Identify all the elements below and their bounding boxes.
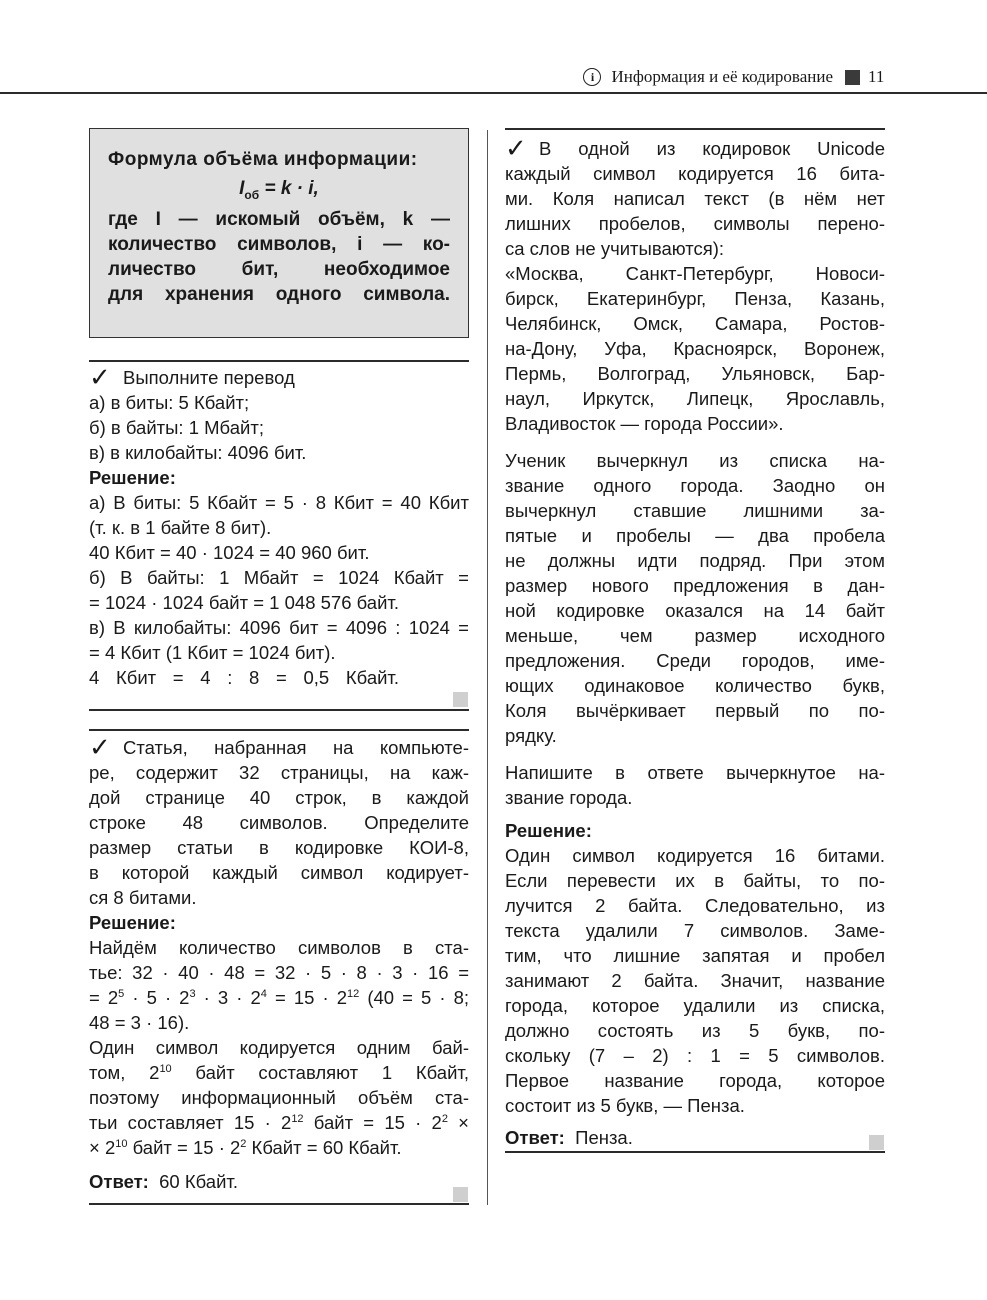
answer-line [505,1125,885,1150]
solution-line: 4 Кбит = 4 : 8 = 0,5 Кбайт. [89,667,399,688]
column-divider [487,130,488,1205]
solution-line: (т. к. в 1 байте 8 бит). [89,517,272,538]
task-1-prompt: ✓ Выполните перевод [89,362,295,392]
task-3-line: лишних пробелов, символы перено- [505,213,885,234]
solution-line: Найдём количество символов в ста- [89,937,469,958]
task-1-item: б) в байты: 1 Мбайт; [89,417,264,438]
task-1 [89,360,469,690]
task-3-bottom-rule [505,1151,885,1153]
checkmark-icon: ✓ [89,362,111,392]
task-2-line: ся 8 битами. [89,887,197,908]
task-2-line: размер статьи в кодировке КОИ-8, [89,837,469,858]
answer-label: Ответ: [505,1127,565,1148]
task-1-item: а) в биты: 5 Кбайт; [89,392,250,413]
answer-label: Ответ: [89,1171,149,1192]
solution-line: = $2^5 \cdot 5 \cdot 2^3 \cdot 3 \cdot 2^4 = 15 \cdot 2^{12}$ (40 = 5 · 8; [89,987,470,1008]
task-2-line: ре, содержит 32 страницы, на каж- [89,762,469,783]
solution-line: скольку (7 – 2) : 1 = 5 символов. [505,1045,885,1066]
task-3-line: наул, Иркутск, Липецк, Ярославль, [505,388,885,409]
formula-line: где I — искомый объём, k — [108,209,450,230]
task-2-line: в которой каждый символ кодирует- [89,862,469,883]
solution-line: 48 = 3 · 16). [89,1012,190,1033]
solution-line: Один символ кодируется одним бай- [89,1037,469,1058]
solution-line: Один символ кодируется 16 битами. [505,845,885,866]
task-3-paragraph-2: Ученик вычеркнул из списка на- звание одного города. Заодно он вычеркнул ставшие лишними за- пятые и пробелы — два пробела не должны идти подряд. При этом размер нового предложения в дан- ной кодировке оказался на 14 байт меньше, чем размер исходного предложения. Среди городов, име- ющих одинаковое количество букв, Коля вычёркивает первый по по- рядку. [505,450,885,746]
solution-line: б) В байты: 1 Мбайт = 1024 Кбайт = [89,567,469,588]
task-3 [505,128,885,1150]
formula-title: Формула объёма информации: [108,149,418,170]
solution-line: текста удалили 7 символов. Заме- [505,920,885,941]
solution-line: = 1024 · 1024 байт = 1 048 576 байт. [89,592,399,613]
header-title: Информация и её кодирование [611,67,833,86]
info-circle-icon: i [583,68,601,86]
solution-line: поэтому информационный объём ста- [89,1087,469,1108]
task-2-line: дой странице 40 строк, в каждой [89,787,469,808]
formula-line: личество бит, необходимое [108,259,450,280]
solution-line: лучится 2 байта. Следовательно, из [505,895,885,916]
solution-line: а) В биты: 5 Кбайт = 5 · 8 Кбит = 40 Кбит [89,492,469,513]
solution-line: Первое название города, которое [505,1070,885,1091]
task-2-line: строке 48 символов. Определите [89,812,469,833]
task-3-line: каждый символ кодируется 16 бита- [505,163,885,184]
solution-line: города, которое удалили из списка, [505,995,885,1016]
end-of-task-square-icon [869,1135,884,1150]
solution-line: = 4 Кбит (1 Кбит = 1024 бит). [89,642,336,663]
solution-line: тьи составляет $15 \cdot 2^{12}$ байт = $15 \cdot 2^2$ × [89,1112,469,1133]
task-3-line: ми. Коля написал текст (в нём нет [505,188,885,209]
solution-line: тим, что лишние запятая и пробел [505,945,885,966]
solution-line: Если перевести их в байты, то по- [505,870,885,891]
checkmark-icon: ✓ [89,732,111,762]
formula-line: для хранения одного символа. [108,284,450,305]
formula-explanation [108,207,450,307]
solution-line: в) В килобайты: 4096 бит = 4096 : 1024 = [89,617,469,638]
task-3-line: са слов не учитываются): [505,238,725,259]
header-square-icon [845,70,860,85]
solution-line: должно состоять из 5 букв, по- [505,1020,885,1041]
task-1-bottom-rule [89,709,469,711]
solution-line: 40 Кбит = 40 · 1024 = 40 960 бит. [89,542,370,563]
formula-line: количество символов, i — ко- [108,234,450,255]
solution-heading: Решение: [505,820,592,841]
answer-value: 60 Кбайт. [159,1171,238,1192]
page-number: 11 [868,67,885,86]
solution-heading: Решение: [89,467,176,488]
solution-heading: Решение: [89,912,176,933]
answer-line [89,1169,469,1194]
solution-line: × $2^{10}$ байт = $15 \cdot 2^2$ Кбайт = 60 Кбайт. [89,1137,402,1158]
task-3-line: ✓ В одной из кодировок Unicode [505,133,885,163]
task-2-line: ✓ Статья, набранная на компьюте- [89,732,469,762]
solution-line: состоит из 5 букв, — Пенза. [505,1095,745,1116]
solution-line: занимают 2 байта. Значит, название [505,970,885,991]
task-3-line: бирск, Екатеринбург, Пенза, Казань, [505,288,885,309]
task-3-line: на-Дону, Уфа, Красноярск, Воронеж, [505,338,885,359]
task-3-line: Владивосток — города России». [505,413,784,434]
task-3-question: Напишите в ответе вычеркнутое на- звание города. [505,762,885,808]
solution-line: тье: 32 · 40 · 48 = 32 · 5 · 8 · 3 · 16 = [89,962,469,983]
end-of-task-square-icon [453,1187,468,1202]
answer-value: Пенза. [575,1127,633,1148]
task-3-line: «Москва, Санкт-Петербург, Новоси- [505,263,885,284]
task-3-line: Пермь, Волгоград, Ульяновск, Бар- [505,363,885,384]
header-title-group [583,67,872,87]
checkmark-icon: ✓ [505,133,527,163]
formula-box [89,128,469,338]
task-3-line: Челябинск, Омск, Самара, Ростов- [505,313,885,334]
task-2-bottom-rule [89,1203,469,1205]
task-2 [89,729,469,1194]
formula-equation: $I_{об} = k \cdot i$, [239,178,319,202]
solution-line: том, $2^{10}$ байт составляют 1 Кбайт, [89,1062,469,1083]
running-header [0,62,987,94]
end-of-task-square-icon [453,692,468,707]
task-1-item: в) в килобайты: 4096 бит. [89,442,307,463]
